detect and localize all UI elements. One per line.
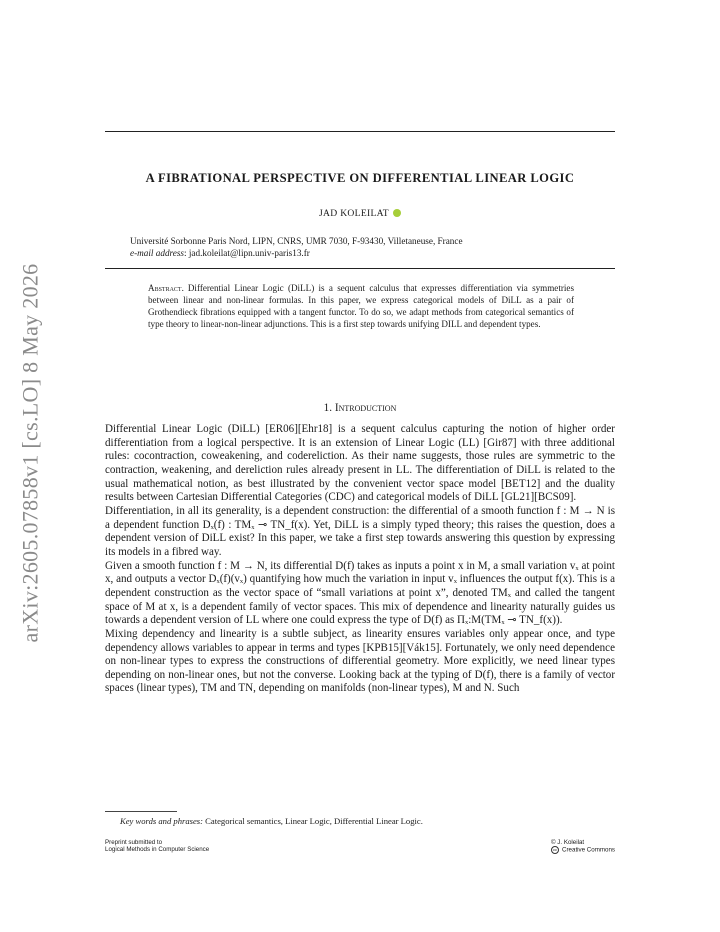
author-line	[105, 208, 615, 219]
arxiv-identifier	[14, 262, 46, 644]
paragraph: Differentiation, in all its generality, is a dependent construction: the differential of a smooth function f : M → N is a dependent function Dₓ(f) : TMₓ ⊸ TN_f(x). Yet, DiLL is a simply typed theory; this raises the question, does a dependent version of DiLL exist? In this paper, we take a first step towards answering this question by expressing its models in a fibred way.	[105, 504, 615, 558]
license-line	[551, 846, 615, 854]
footer-right	[551, 839, 615, 854]
creative-commons-icon: cc	[553, 847, 558, 853]
author-name: JAD KOLEILAT	[319, 208, 389, 219]
paper-title: A FIBRATIONAL PERSPECTIVE ON DIFFERENTIAL LINEAR LOGIC	[145, 171, 575, 185]
keywords-label: Key words and phrases:	[120, 816, 203, 826]
affiliation-block	[130, 235, 463, 259]
keywords-text: Categorical semantics, Linear Logic, Differential Linear Logic.	[205, 816, 423, 826]
paragraph: Given a smooth function f : M → N, its differential D(f) takes as inputs a point x in M, a small variation vₓ at point x, and outputs a vector Dₓ(f)(vₓ) quantifying how much the variation in input vₓ influences the output f(x). This is a dependent construction as the vector space of “small variations at point x”, denoted TMₓ and called the tangent space of M at x, is a dependent family of vector spaces. This mix of dependence and linearity naturally guides us towards a dependent version of LL where one could express the type of D(f) as Πₓ:M(TMₓ ⊸ TN_f(x)).	[105, 559, 615, 627]
section-number: 1.	[323, 402, 333, 414]
paragraph: Differential Linear Logic (DiLL) [ER06][Ehr18] is a sequent calculus capturing the notion of higher order differentiation from a logical perspective. It is an extension of Linear Logic (LL) [Gir87] with three additional rules: cocontraction, coweakening, and codereliction. As their name suggests, those rules are symmetric to the contraction, weakening, and dereliction rules already present in LL. The differentiation of DiLL is related to the usual mathematical notion, as best illustrated by the convenient vector space model [BET12] and the duality results between Cartesian Differential Categories (CDC) and categorical models of DiLL [GL21][BCS09].	[105, 423, 615, 504]
footer-left-line: Preprint submitted to	[105, 839, 163, 846]
section-title: Introduction	[334, 402, 397, 414]
paragraph: Mixing dependency and linearity is a subtle subject, as linearity ensures variables only appear once, and type dependency allows variables to appear in terms and types [KPB15][Vák15]. Fortunately, we only need dependence on non-linear types to express the constructions of differential geometry. More explicitly, we need linear types depending on non-linear ones, but not the converse. Looking back at the typing of D(f), there is a family of vector spaces (linear types), TM and TN, depending on manifolds (non-linear types), M and N. Such	[105, 627, 615, 695]
affiliation: Université Sorbonne Paris Nord, LIPN, CNRS, UMR 7030, F-93430, Villetaneuse, France	[130, 236, 463, 246]
email-address: : jad.koleilat@lipn.univ-paris13.fr	[184, 248, 310, 258]
top-rule	[105, 131, 615, 132]
header-rule	[105, 268, 615, 269]
orcid-icon[interactable]	[393, 209, 401, 217]
arxiv-identifier-text: arXiv:2605.07858v1 [cs.LO] 8 May 2026	[17, 263, 42, 643]
email-line	[130, 247, 463, 259]
license-text: Creative Commons	[562, 846, 615, 854]
footer-left	[105, 839, 209, 854]
email-label: e-mail address	[130, 248, 185, 258]
abstract-heading: Abstract.	[148, 283, 184, 293]
keywords	[120, 816, 423, 826]
abstract-text: Differential Linear Logic (DiLL) is a sequent calculus that expresses differentiation via symmetries between linear and non-linear formulas. In this paper, we express categorical models of DiLL as a pair of Grothendieck fibrations equipped with a tangent functor. To do so, we adapt methods from categorical semantics of type theory to linear-non-linear adjunctions. This is a first step towards unifying DILL and dependent types.	[148, 283, 574, 330]
footer-left-line: Logical Methods in Computer Science	[105, 846, 210, 854]
copyright-line: © J. Koleilat	[551, 839, 585, 846]
body-text	[105, 423, 615, 696]
abstract	[148, 282, 574, 330]
section-heading	[105, 402, 615, 414]
footnote-rule	[105, 811, 177, 812]
